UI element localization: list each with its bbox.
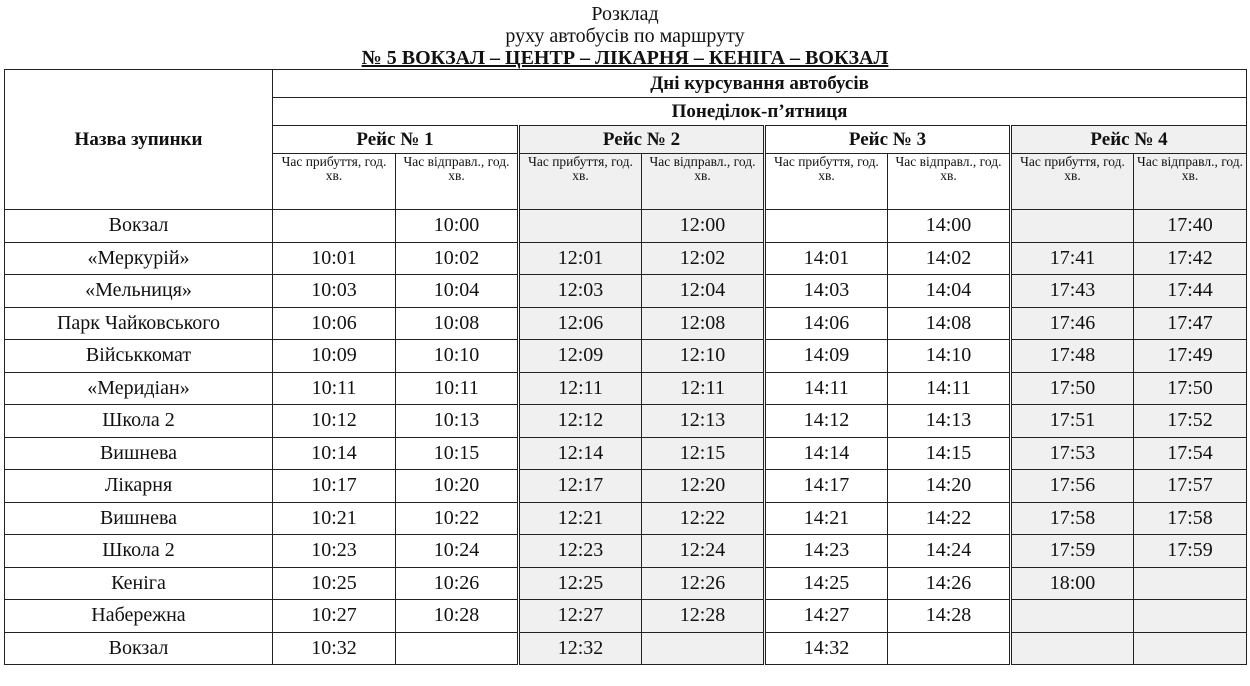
- departure-time: 14:13: [888, 405, 1011, 438]
- arrival-time: 10:03: [273, 275, 396, 308]
- stop-name: Набережна: [5, 600, 273, 633]
- departure-time: 10:04: [396, 275, 519, 308]
- departure-time: 10:13: [396, 405, 519, 438]
- departure-time: 10:28: [396, 600, 519, 633]
- table-row: [5, 502, 1247, 535]
- departure-time: 10:10: [396, 340, 519, 373]
- arrival-time: 12:06: [519, 307, 642, 340]
- departure-time: 14:15: [888, 437, 1011, 470]
- table-row: [5, 275, 1247, 308]
- table-row: [5, 372, 1247, 405]
- departure-time: 12:02: [642, 242, 765, 275]
- stop-name: Школа 2: [5, 405, 273, 438]
- departure-time: [642, 632, 765, 665]
- departure-time: 14:26: [888, 567, 1011, 600]
- departure-time: 17:47: [1134, 307, 1247, 340]
- departure-time: 12:10: [642, 340, 765, 373]
- departure-time: 12:00: [642, 210, 765, 243]
- arrival-time: 17:58: [1011, 502, 1134, 535]
- arrival-time: 12:09: [519, 340, 642, 373]
- arrival-time: 14:32: [765, 632, 888, 665]
- departure-label: Час відправл., год. хв.: [888, 154, 1011, 210]
- departure-time: 12:11: [642, 372, 765, 405]
- table-row: [5, 437, 1247, 470]
- arrival-time: 10:14: [273, 437, 396, 470]
- arrival-label: Час прибуття, год. хв.: [273, 154, 396, 210]
- arrival-time: 17:56: [1011, 470, 1134, 503]
- arrival-time: 10:11: [273, 372, 396, 405]
- arrival-time: [273, 210, 396, 243]
- table-row: [5, 632, 1247, 665]
- table-row: [5, 470, 1247, 503]
- departure-time: 10:08: [396, 307, 519, 340]
- departure-time: 12:08: [642, 307, 765, 340]
- arrival-time: 17:53: [1011, 437, 1134, 470]
- arrival-time: 12:12: [519, 405, 642, 438]
- arrival-time: 17:43: [1011, 275, 1134, 308]
- departure-time: 12:24: [642, 535, 765, 568]
- arrival-time: 14:27: [765, 600, 888, 633]
- schedule-table: [4, 69, 1247, 665]
- departure-time: 17:40: [1134, 210, 1247, 243]
- arrival-time: 18:00: [1011, 567, 1134, 600]
- departure-time: 14:08: [888, 307, 1011, 340]
- arrival-time: 10:21: [273, 502, 396, 535]
- stop-name: Школа 2: [5, 535, 273, 568]
- departure-time: 12:22: [642, 502, 765, 535]
- departure-time: 12:04: [642, 275, 765, 308]
- departure-time: 10:02: [396, 242, 519, 275]
- departure-time: [396, 632, 519, 665]
- departure-time: 12:26: [642, 567, 765, 600]
- departure-time: 12:15: [642, 437, 765, 470]
- arrival-time: 14:06: [765, 307, 888, 340]
- departure-time: 17:42: [1134, 242, 1247, 275]
- departure-time: 17:49: [1134, 340, 1247, 373]
- departure-time: 10:22: [396, 502, 519, 535]
- departure-time: 10:26: [396, 567, 519, 600]
- arrival-time: 10:27: [273, 600, 396, 633]
- arrival-time: 14:23: [765, 535, 888, 568]
- stop-name: Парк Чайковського: [5, 307, 273, 340]
- arrival-time: 10:01: [273, 242, 396, 275]
- arrival-time: 10:06: [273, 307, 396, 340]
- route-name: № 5 ВОКЗАЛ – ЦЕНТР – ЛІКАРНЯ – КЕНІГА – ВОКЗАЛ: [361, 47, 889, 69]
- departure-time: 12:28: [642, 600, 765, 633]
- weekdays-header: Понеділок-п’ятниця: [273, 98, 1247, 126]
- departure-time: 10:24: [396, 535, 519, 568]
- table-row: [5, 405, 1247, 438]
- days-header: Дні курсування автобусів: [273, 70, 1247, 98]
- arrival-time: 17:48: [1011, 340, 1134, 373]
- table-row: [5, 242, 1247, 275]
- arrival-time: 14:01: [765, 242, 888, 275]
- arrival-time: 10:25: [273, 567, 396, 600]
- departure-time: 14:11: [888, 372, 1011, 405]
- table-row: [5, 535, 1247, 568]
- departure-label: Час відправл., год. хв.: [396, 154, 519, 210]
- departure-time: 14:00: [888, 210, 1011, 243]
- departure-label: Час відправл., год. хв.: [1134, 154, 1247, 210]
- departure-time: 10:15: [396, 437, 519, 470]
- arrival-time: 14:03: [765, 275, 888, 308]
- departure-time: 17:58: [1134, 502, 1247, 535]
- stop-name-header: Назва зупинки: [5, 70, 273, 210]
- stop-name: «Мельниця»: [5, 275, 273, 308]
- arrival-time: 10:12: [273, 405, 396, 438]
- arrival-time: [519, 210, 642, 243]
- table-row: [5, 567, 1247, 600]
- departure-time: 17:54: [1134, 437, 1247, 470]
- departure-time: [1134, 632, 1247, 665]
- arrival-time: 10:09: [273, 340, 396, 373]
- stop-name: Вокзал: [5, 632, 273, 665]
- table-row: [5, 600, 1247, 633]
- trip-header-3: Рейс № 3: [765, 126, 1011, 154]
- departure-time: 10:11: [396, 372, 519, 405]
- arrival-time: 14:09: [765, 340, 888, 373]
- departure-time: [888, 632, 1011, 665]
- title-line-2: руху автобусів по маршруту: [505, 25, 745, 47]
- departure-time: 17:52: [1134, 405, 1247, 438]
- arrival-time: 14:14: [765, 437, 888, 470]
- arrival-time: 12:11: [519, 372, 642, 405]
- schedule-rows: [5, 210, 1247, 665]
- stop-name: Кеніга: [5, 567, 273, 600]
- arrival-time: 14:25: [765, 567, 888, 600]
- departure-time: 17:57: [1134, 470, 1247, 503]
- arrival-label: Час прибуття, год. хв.: [1011, 154, 1134, 210]
- stop-name: Вокзал: [5, 210, 273, 243]
- departure-time: 14:02: [888, 242, 1011, 275]
- arrival-time: 12:03: [519, 275, 642, 308]
- arrival-time: 17:51: [1011, 405, 1134, 438]
- arrival-time: 10:32: [273, 632, 396, 665]
- arrival-time: 10:17: [273, 470, 396, 503]
- arrival-time: 12:14: [519, 437, 642, 470]
- departure-time: 14:24: [888, 535, 1011, 568]
- departure-time: 14:10: [888, 340, 1011, 373]
- departure-time: 14:28: [888, 600, 1011, 633]
- trip-header-1: Рейс № 1: [273, 126, 519, 154]
- stop-name: «Меркурій»: [5, 242, 273, 275]
- arrival-label: Час прибуття, год. хв.: [519, 154, 642, 210]
- stop-name: Лікарня: [5, 470, 273, 503]
- arrival-time: 14:17: [765, 470, 888, 503]
- arrival-time: 12:32: [519, 632, 642, 665]
- table-row: [5, 340, 1247, 373]
- arrival-time: 17:46: [1011, 307, 1134, 340]
- departure-time: 14:22: [888, 502, 1011, 535]
- trip-header-4: Рейс № 4: [1011, 126, 1247, 154]
- arrival-time: [765, 210, 888, 243]
- title-line-1: Розклад: [591, 3, 659, 25]
- arrival-time: [1011, 632, 1134, 665]
- arrival-time: 12:01: [519, 242, 642, 275]
- stop-name: «Меридіан»: [5, 372, 273, 405]
- arrival-time: [1011, 210, 1134, 243]
- arrival-time: 14:11: [765, 372, 888, 405]
- arrival-label: Час прибуття, год. хв.: [765, 154, 888, 210]
- arrival-time: [1011, 600, 1134, 633]
- departure-time: [1134, 600, 1247, 633]
- arrival-time: 14:21: [765, 502, 888, 535]
- arrival-time: 12:25: [519, 567, 642, 600]
- departure-time: [1134, 567, 1247, 600]
- arrival-time: 17:41: [1011, 242, 1134, 275]
- departure-time: 17:59: [1134, 535, 1247, 568]
- departure-time: 12:13: [642, 405, 765, 438]
- stop-name: Військкомат: [5, 340, 273, 373]
- arrival-time: 10:23: [273, 535, 396, 568]
- arrival-time: 12:23: [519, 535, 642, 568]
- stop-name: Вишнева: [5, 437, 273, 470]
- arrival-time: 17:50: [1011, 372, 1134, 405]
- departure-time: 10:20: [396, 470, 519, 503]
- arrival-time: 12:21: [519, 502, 642, 535]
- departure-label: Час відправл., год. хв.: [642, 154, 765, 210]
- arrival-time: 17:59: [1011, 535, 1134, 568]
- table-row: [5, 307, 1247, 340]
- departure-time: 17:44: [1134, 275, 1247, 308]
- arrival-time: 14:12: [765, 405, 888, 438]
- departure-time: 17:50: [1134, 372, 1247, 405]
- departure-time: 14:04: [888, 275, 1011, 308]
- trip-header-2: Рейс № 2: [519, 126, 765, 154]
- arrival-time: 12:27: [519, 600, 642, 633]
- departure-time: 10:00: [396, 210, 519, 243]
- table-row: [5, 210, 1247, 243]
- document-title: [0, 0, 1250, 69]
- departure-time: 14:20: [888, 470, 1011, 503]
- departure-time: 12:20: [642, 470, 765, 503]
- stop-name: Вишнева: [5, 502, 273, 535]
- arrival-time: 12:17: [519, 470, 642, 503]
